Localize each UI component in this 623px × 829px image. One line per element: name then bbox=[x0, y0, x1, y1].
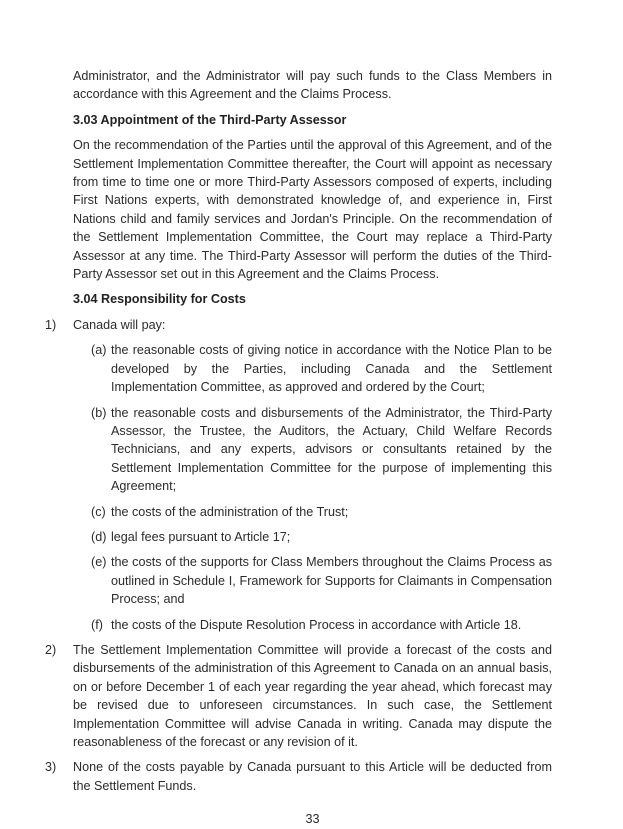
list-item-3-content bbox=[73, 758, 552, 795]
sub-item-b-marker: (b) bbox=[91, 405, 107, 420]
page-number: 33 bbox=[305, 812, 320, 827]
list-item-2-content bbox=[73, 641, 552, 751]
sub-item-c bbox=[91, 503, 552, 521]
sub-item-c-text: the costs of the administration of the Trust; bbox=[111, 504, 349, 519]
section-3-03-body: On the recommendation of the Parties until the approval of this Agreement, and of the Settlement Implementation Committee thereafter, the Court will appoint as necessary from time to time one or more Third-Party Assessors composed of experts, including First Nations experts, with demonstrated knowledge of, and experience in, First Nations child and family services and Jordan's Principle. On the recommendation of the Settlement Implementation Committee, the Court may replace a Third-Party Assessor at any time. The Third-Party Assessor will perform the duties of the Third-Party Assessor set out in this Agreement and the Claims Process. bbox=[73, 138, 552, 282]
sub-item-a-text: the reasonable costs of giving notice in accordance with the Notice Plan to be developed by the Parties, including Canada and the Settlement Implementation Committee, as approved and ordered by the Court; bbox=[111, 343, 552, 395]
sub-item-e-marker: (e) bbox=[91, 555, 107, 570]
list-item-1-marker: 1) bbox=[45, 317, 57, 332]
sub-item-e bbox=[91, 553, 552, 608]
list-item-2 bbox=[45, 641, 552, 751]
section-heading-3-03: 3.03 Appointment of the Third-Party Assessor bbox=[73, 112, 347, 127]
list-item-1 bbox=[45, 316, 552, 634]
sub-item-d bbox=[91, 528, 552, 546]
sub-item-a bbox=[91, 341, 552, 396]
sub-item-f-text: the costs of the Dispute Resolution Process in accordance with Article 18. bbox=[111, 617, 522, 632]
sub-item-f bbox=[91, 616, 552, 634]
section-heading-3-04: 3.04 Responsibility for Costs bbox=[73, 292, 246, 307]
list-item-2-marker: 2) bbox=[45, 642, 57, 657]
sub-item-a-marker: (a) bbox=[91, 343, 107, 358]
list-item-2-text: The Settlement Implementation Committee will provide a forecast of the costs and disbursements of the administration of this Agreement to Canada on an annual basis, on or before December 1 of each year regarding the year ahead, which forecast may be revised due to unforeseen circumstances. In such case, the Settlement Implementation Committee will advise Canada in writing. Canada may dispute the reasonableness of the forecast or any revision of it. bbox=[73, 642, 552, 749]
intro-paragraph: Administrator, and the Administrator will pay such funds to the Class Members in accordance with this Agreement and the Claims Process. bbox=[73, 69, 552, 102]
sub-item-c-marker: (c) bbox=[91, 504, 106, 519]
sub-item-d-text: legal fees pursuant to Article 17; bbox=[111, 529, 291, 544]
list-item-3-text: None of the costs payable by Canada pursuant to this Article will be deducted from the Settlement Funds. bbox=[73, 760, 552, 793]
list-item-1-text: Canada will pay: bbox=[73, 317, 166, 332]
list-item-3 bbox=[45, 758, 552, 795]
sub-item-e-text: the costs of the supports for Class Members throughout the Claims Process as outlined in Schedule I, Framework for Supports for Claimants in Compensation Process; and bbox=[111, 555, 552, 607]
numbered-list bbox=[45, 316, 552, 795]
list-item-3-marker: 3) bbox=[45, 760, 57, 775]
sub-item-b-text: the reasonable costs and disbursements of the Administrator, the Third-Party Assessor, the Trustee, the Auditors, the Actuary, Child Welfare Records Technicians, and any experts, advisors or consultants retained by the Settlement Implementation Committee for the purpose of implementing this Agreement; bbox=[111, 405, 552, 494]
list-item-1-content bbox=[73, 316, 552, 634]
sub-item-b bbox=[91, 404, 552, 496]
sub-item-f-marker: (f) bbox=[91, 617, 103, 632]
sub-item-d-marker: (d) bbox=[91, 529, 107, 544]
